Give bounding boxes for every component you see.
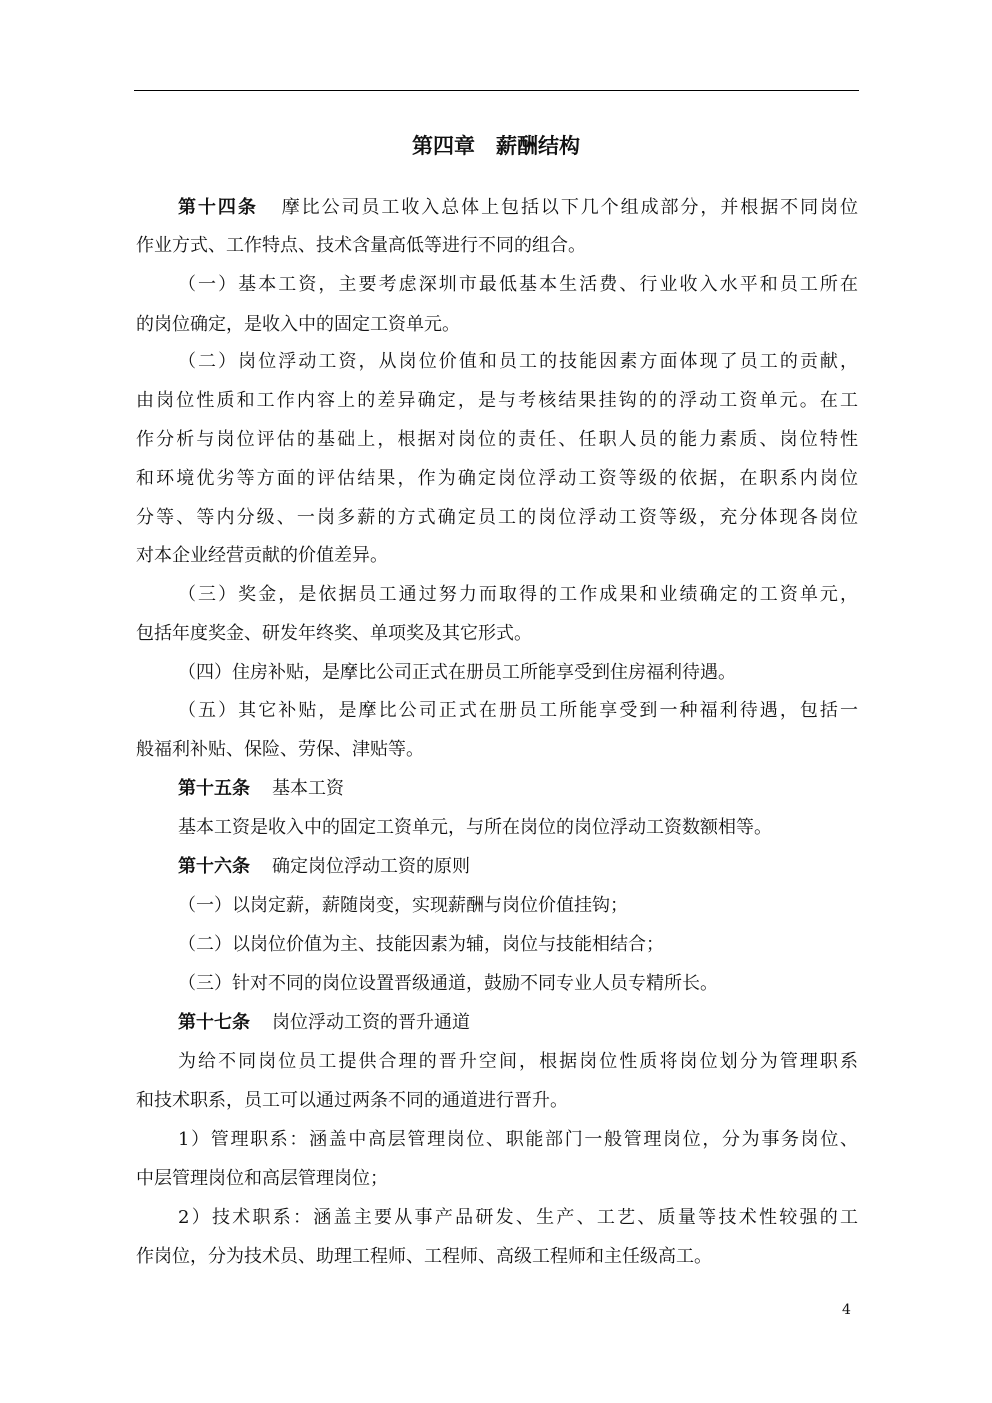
item-2-line-6: 对本企业经营贡献的价值差异。 xyxy=(136,545,388,566)
item-2-line-3: 作分析与岗位评估的基础上，根据对岗位的责任、任职人员的能力素质、岗位特性 xyxy=(136,429,858,450)
chapter-title: 第四章 薪酬结构 xyxy=(412,133,580,158)
article-16-heading xyxy=(178,852,470,882)
item-2-line-5: 分等、等内分级、一岗多薪的方式确定员工的岗位浮动工资等级，充分体现各岗位 xyxy=(136,507,858,528)
article-15-heading xyxy=(178,774,344,804)
article-17-head: 第十七条 xyxy=(178,1012,250,1033)
article-17-body-line-1: 为给不同岗位员工提供合理的晋升空间，根据岗位性质将岗位划分为管理职系 xyxy=(178,1051,858,1072)
article-17-title: 岗位浮动工资的晋升通道 xyxy=(272,1012,470,1033)
management-track-line-1: 1）管理职系：涵盖中高层管理岗位、职能部门一般管理岗位，分为事务岗位、 xyxy=(178,1129,858,1150)
item-1-line-1: （一）基本工资，主要考虑深圳市最低基本生活费、行业收入水平和员工所在 xyxy=(178,274,858,295)
article-16-point-1: （一）以岗定薪，薪随岗变，实现薪酬与岗位价值挂钩； xyxy=(178,895,628,916)
header-rule xyxy=(134,90,859,91)
article-14-head: 第十四条 xyxy=(178,197,258,218)
article-16-title: 确定岗位浮动工资的原则 xyxy=(272,856,470,877)
page-number: 4 xyxy=(842,1302,851,1318)
article-16-point-2: （二）以岗位价值为主、技能因素为辅，岗位与技能相结合； xyxy=(178,934,664,955)
technical-track-line-2: 作岗位，分为技术员、助理工程师、工程师、高级工程师和主任级高工。 xyxy=(136,1246,712,1267)
item-2-line-4: 和环境优劣等方面的评估结果，作为确定岗位浮动工资等级的依据，在职系内岗位 xyxy=(136,468,858,489)
technical-track-line-1: 2）技术职系：涵盖主要从事产品研发、生产、工艺、质量等技术性较强的工 xyxy=(178,1207,858,1228)
article-14-text: 摩比公司员工收入总体上包括以下几个组成部分，并根据不同岗位 xyxy=(279,197,859,218)
article-14-line-2: 作业方式、工作特点、技术含量高低等进行不同的组合。 xyxy=(136,235,586,256)
item-1-line-2: 的岗位确定，是收入中的固定工资单元。 xyxy=(136,314,460,335)
item-5-line-2: 般福利补贴、保险、劳保、津贴等。 xyxy=(136,739,424,760)
article-14-line-1 xyxy=(178,193,858,223)
article-15-head: 第十五条 xyxy=(178,778,250,799)
management-track-line-2: 中层管理岗位和高层管理岗位； xyxy=(136,1168,388,1189)
item-2-line-1: （二）岗位浮动工资，从岗位价值和员工的技能因素方面体现了员工的贡献， xyxy=(178,351,858,372)
article-15-title: 基本工资 xyxy=(272,778,344,799)
item-3-line-2: 包括年度奖金、研发年终奖、单项奖及其它形式。 xyxy=(136,623,532,644)
article-17-heading xyxy=(178,1008,470,1038)
item-3-line-1: （三）奖金，是依据员工通过努力而取得的工作成果和业绩确定的工资单元， xyxy=(178,584,858,605)
item-4-line-1: （四）住房补贴，是摩比公司正式在册员工所能享受到住房福利待遇。 xyxy=(178,662,736,683)
item-5-line-1: （五）其它补贴，是摩比公司正式在册员工所能享受到一种福利待遇，包括一 xyxy=(178,700,858,721)
article-15-body: 基本工资是收入中的固定工资单元，与所在岗位的岗位浮动工资数额相等。 xyxy=(178,817,772,838)
article-16-point-3: （三）针对不同的岗位设置晋级通道，鼓励不同专业人员专精所长。 xyxy=(178,973,718,994)
article-16-head: 第十六条 xyxy=(178,856,250,877)
item-2-line-2: 由岗位性质和工作内容上的差异确定，是与考核结果挂钩的的浮动工资单元。在工 xyxy=(136,390,858,411)
article-17-body-line-2: 和技术职系，员工可以通过两条不同的通道进行晋升。 xyxy=(136,1090,568,1111)
